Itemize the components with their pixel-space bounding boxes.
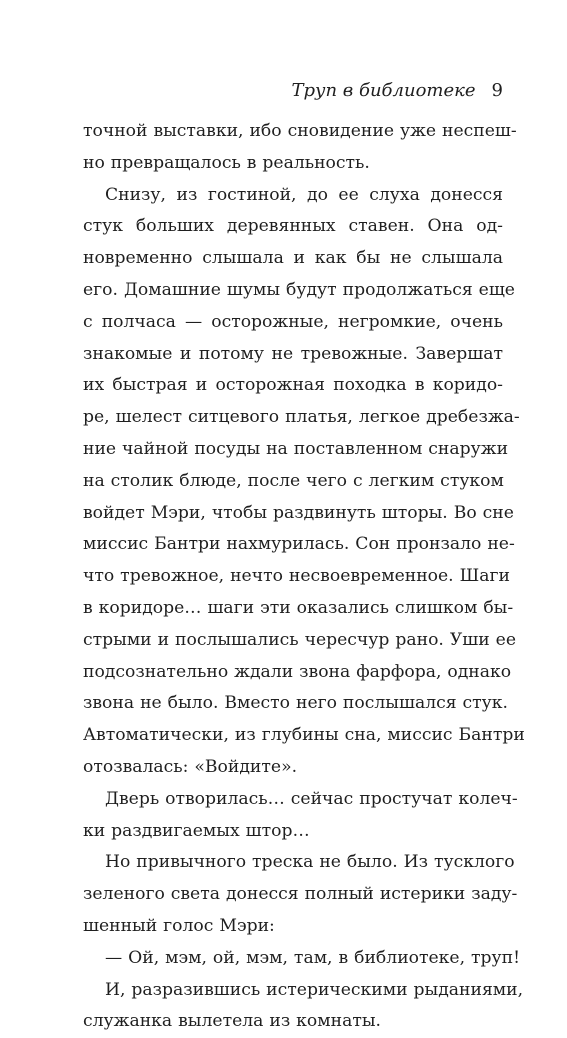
text-line: в коридоре… шаги эти оказались слишком бы- (83, 597, 514, 618)
text-line: ре, шелест ситцевого платья, легкое дребезжа- (83, 407, 520, 428)
text-line: ки раздвигаемых штор… (83, 820, 310, 841)
text-line: стрыми и послышались чересчур рано. Уши ее (83, 629, 517, 650)
text-line: стук больших деревянных ставен. Она од- (83, 216, 503, 237)
text-line: отозвалась: «Войдите». (83, 756, 298, 777)
text-line: шенный голос Мэри: (83, 915, 275, 936)
running-head (291, 82, 503, 100)
text-line: точной выставки, ибо сновидение уже неспеш- (83, 121, 517, 141)
text-line: Дверь отворилась… сейчас простучат колеч- (105, 788, 518, 809)
running-title: Труп в библиотеке (291, 80, 476, 101)
text-line: миссис Бантри нахмурилась. Сон пронзало не- (83, 534, 515, 555)
text-line: что тревожное, нечто несвоевременное. Шаги (83, 566, 510, 587)
text-line: но превращалось в реальность. (83, 152, 370, 173)
text-line: зеленого света донесся полный истерики заду- (83, 884, 518, 905)
page-number: 9 (491, 80, 503, 101)
text-line: на столик блюде, после чего с легким стуком (83, 470, 504, 491)
text-line: с полчаса — осторожные, негромкие, очень (83, 311, 503, 332)
text-line: их быстрая и осторожная походка в коридо- (83, 375, 503, 396)
text-line: знакомые и потому не тревожные. Завершат (83, 343, 503, 364)
text-line: Но привычного треска не было. Из тусклого (105, 852, 515, 873)
text-line: ние чайной посуды на поставленном снаружи (83, 438, 509, 459)
text-line: Снизу, из гостиной, до ее слуха донесся (105, 184, 503, 205)
text-line: его. Домашние шумы будут продолжаться еще (83, 279, 515, 300)
text-line: подсознательно ждали звона фарфора, однако (83, 661, 512, 682)
text-line: — Ой, мэм, ой, мэм, там, в библиотеке, труп! (105, 947, 521, 968)
text-line: новременно слышала и как бы не слышала (83, 248, 503, 269)
body-text (83, 116, 525, 1038)
text-line: служанка вылетела из комнаты. (83, 1011, 381, 1032)
text-line: И, разразившись истерическими рыданиями, (105, 979, 524, 1000)
text-line: Автоматически, из глубины сна, миссис Бантри (83, 725, 525, 746)
text-line: звона не было. Вместо него послышался стук. (83, 693, 508, 714)
text-line: войдет Мэри, чтобы раздвинуть шторы. Во сне (83, 502, 514, 523)
